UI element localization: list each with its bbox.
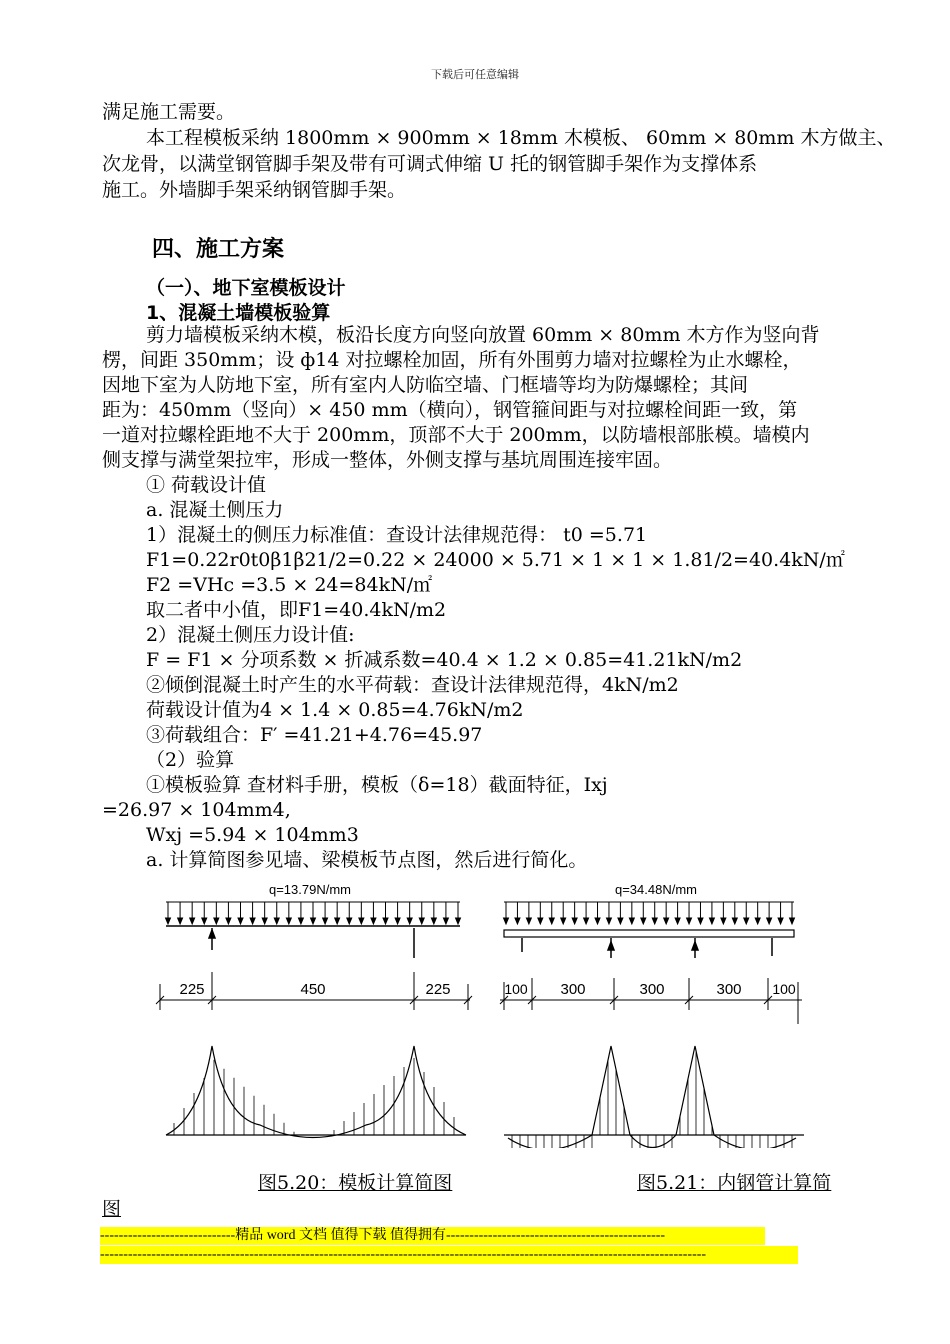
load-arrowhead [709,918,714,924]
subsubsection-title: 1、混凝土墙模板验算 [146,302,331,324]
body-line: 因地下室为人防地下室，所有室内人防临空墙、门框墙等均为防爆螺栓；其间 [102,374,749,396]
load-arrowhead [687,918,692,924]
figure-caption: 图 [102,1198,122,1220]
page-header: 下载后可任意编辑 [431,68,519,81]
moment-diagram [504,1046,804,1148]
load-arrowhead [664,918,669,924]
span-label: 300 [639,981,665,998]
load-arrowhead [549,918,554,924]
footer-banner: -----------------------------精品 word 文档 值得下载 值得拥有----------------------------------------------- [100,1227,765,1245]
supports [522,938,772,958]
calc-line: F1=0.22r0t0β1β21/2=0.22 × 24000 × 5.71 × 1 × 1 × 1.81/2=40.4kN/㎡ [146,549,845,571]
load-arrowhead [274,918,279,924]
load-arrowhead [504,918,509,924]
calc-line: a. 混凝土侧压力 [146,499,284,521]
load-arrowhead [347,918,352,924]
load-arrowhead [584,918,589,924]
distributed-load-arrows [166,902,461,924]
load-arrowhead [641,918,646,924]
load-arrowhead [407,918,412,924]
load-arrowhead [767,918,772,924]
load-arrowhead [755,918,760,924]
calc-line: =26.97 × 104mm4, [102,799,291,821]
calc-line: F = F1 × 分项系数 × 折减系数=40.4 × 1.2 × 0.85=41.21kN/m2 [146,649,743,671]
calc-line: 1）混凝土的侧压力标准值：查设计法律规范得： t0 =5.71 [146,524,648,546]
load-arrowhead [456,918,461,924]
load-arrowhead [515,918,520,924]
span-label: 450 [300,981,326,998]
load-arrowhead [721,918,726,924]
load-arrowhead [419,918,424,924]
load-arrowhead [431,918,436,924]
load-arrowhead [226,918,231,924]
load-arrowhead [790,918,795,924]
load-arrowhead [618,918,623,924]
body-line: 一道对拉螺栓距地不大于 200mm，顶部不大于 200mm，以防墙根部胀模。墙模内 [102,424,810,446]
load-arrowhead [744,918,749,924]
calc-line: Wxj =5.94 × 104mm3 [146,824,359,846]
load-arrowhead [238,918,243,924]
footer-banner: ---------------------------------------------------------------------------------------------------------------------------------- [100,1246,798,1264]
calc-line: 取二者中小值，即F1=40.4kN/m2 [146,599,447,621]
load-arrowhead [732,918,737,924]
body-line: 侧支撑与满堂架拉牢，形成一整体，外侧支撑与基坑周围连接牢固。 [102,449,673,471]
calc-line: 荷载设计值为4 × 1.4 × 0.85=4.76kN/m2 [146,699,524,721]
load-arrowhead [629,918,634,924]
load-arrowhead [675,918,680,924]
body-line: 楞，间距 350mm；设 ф14 对拉螺栓加固，所有外围剪力墙对拉螺栓为止水螺栓， [102,349,802,371]
load-arrowhead [698,918,703,924]
load-arrowhead [778,918,783,924]
span-label: 100 [504,981,528,997]
paragraph-line: 本工程模板采纳 1800mm × 900mm × 18mm 木模板、 60mm × 80mm 木方做主、 [146,127,896,149]
span-label: 300 [716,981,742,998]
calc-line: 2）混凝土侧压力设计值: [146,624,355,646]
load-arrowhead [286,918,291,924]
calc-line: （2）验算 [146,749,235,771]
load-arrowhead [311,918,316,924]
distributed-load-arrows [504,902,795,924]
moment-diagram [166,1046,466,1138]
beam-line [504,930,794,937]
formwork-calc-diagram [150,878,480,1148]
load-arrowhead [190,918,195,924]
load-arrowhead [298,918,303,924]
load-arrowhead [359,918,364,924]
figure-caption: 图5.20：模板计算简图 [258,1172,453,1194]
load-arrowhead [383,918,388,924]
load-arrowhead [323,918,328,924]
load-label: q=13.79N/mm [268,882,352,897]
calc-line: ②倾倒混凝土时产生的水平荷载：查设计法律规范得，4kN/m2 [146,674,679,696]
load-arrowhead [371,918,376,924]
load-arrowhead [652,918,657,924]
span-label: 300 [560,981,586,998]
load-arrowhead [250,918,255,924]
section-title: 四、施工方案 [152,237,285,262]
load-arrowhead [561,918,566,924]
calc-line: ③荷载组合：F′ =41.21+4.76=45.97 [146,724,483,746]
load-arrowhead [526,918,531,924]
calc-line: ①模板验算 查材料手册，模板（δ=18）截面特征，Ixj [146,774,608,796]
steel-pipe-calc-diagram [496,878,816,1148]
load-arrowhead [178,918,183,924]
paragraph-line: 施工。外墙脚手架采纳钢管脚手架。 [102,179,407,201]
paragraph-line: 次龙骨，以满堂钢管脚手架及带有可调式伸缩 U 托的钢管脚手架作为支撑体系 [102,153,758,175]
load-label: q=34.48N/mm [614,882,698,897]
load-arrowhead [214,918,219,924]
load-arrowhead [202,918,207,924]
calc-line: F2 =VHc =3.5 × 24=84kN/㎡ [146,574,433,596]
figure-caption: 图5.21：内钢管计算简 [637,1172,832,1194]
load-arrowhead [443,918,448,924]
load-arrowhead [595,918,600,924]
calc-line: a. 计算简图参见墙、梁模板节点图，然后进行简化。 [146,849,588,871]
load-arrowhead [606,918,611,924]
load-arrowhead [538,918,543,924]
body-line: 剪力墙模板采纳木模，板沿长度方向竖向放置 60mm × 80mm 木方作为竖向背 [146,324,820,346]
load-arrowhead [572,918,577,924]
span-label: 225 [425,981,451,998]
load-arrowhead [262,918,267,924]
subsection-title: （一）、地下室模板设计 [146,277,346,299]
paragraph-line: 满足施工需要。 [102,101,236,123]
load-arrowhead [335,918,340,924]
span-label: 100 [772,981,796,997]
load-arrowhead [166,918,171,924]
load-arrowhead [395,918,400,924]
body-line: 距为：450mm（竖向）× 450 mm（横向），钢管箍间距与对拉螺栓间距一致，第 [102,399,798,421]
span-label: 225 [179,981,205,998]
supports [209,928,414,958]
calc-line: ① 荷载设计值 [146,474,267,496]
